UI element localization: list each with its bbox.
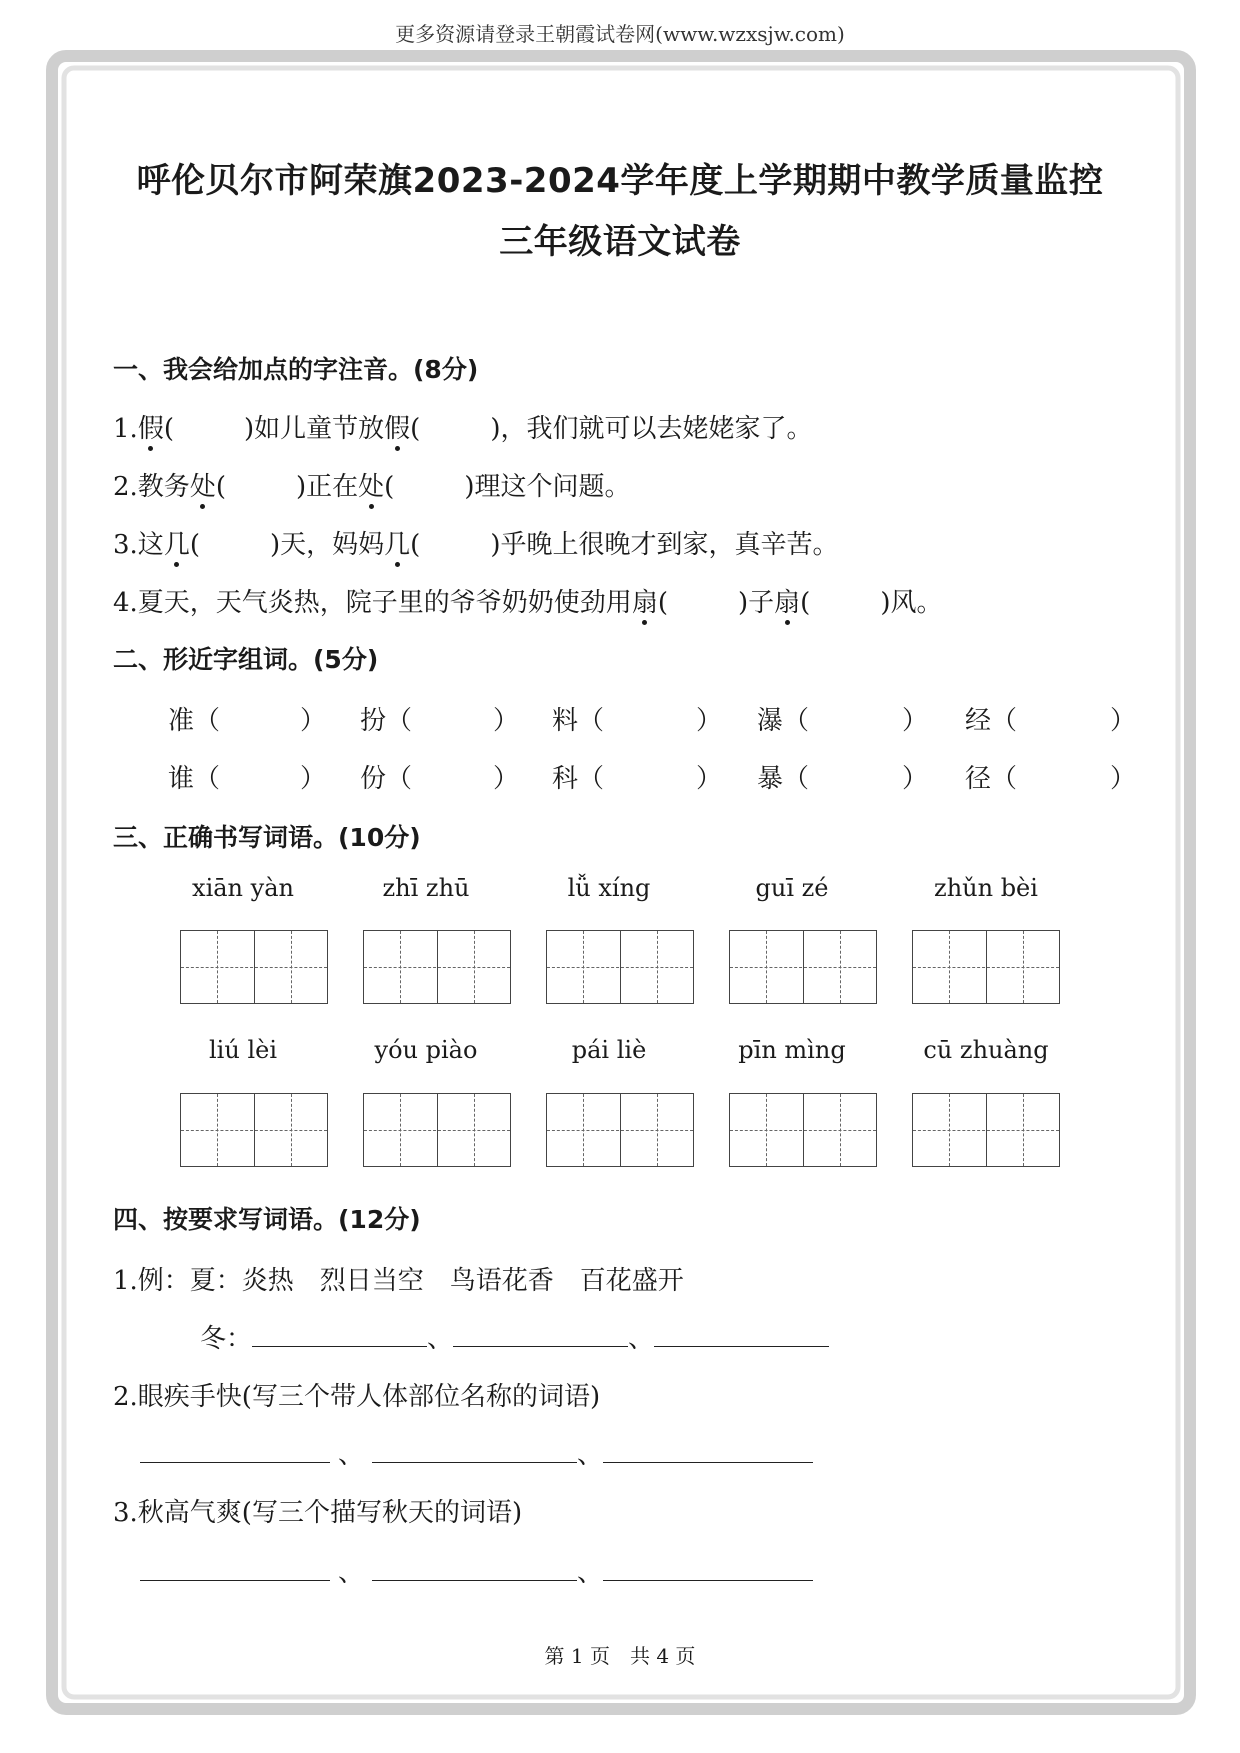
- text: (: [657, 588, 668, 618]
- separator: 、: [338, 1558, 365, 1588]
- separator: 、: [628, 1324, 655, 1354]
- char-open: 份（: [360, 764, 413, 794]
- text: 3.这: [113, 530, 164, 560]
- char-close[interactable]: ）: [696, 706, 723, 736]
- tianzige-box[interactable]: [729, 930, 877, 1004]
- char-open: 料（: [552, 706, 605, 736]
- separator: 、: [338, 1440, 365, 1470]
- tianzige-box[interactable]: [180, 930, 328, 1004]
- section1-q1: [113, 408, 812, 445]
- text: )正在: [295, 472, 359, 502]
- pinyin: cū zhuàng: [923, 1036, 1049, 1064]
- char-open: 准（: [168, 706, 221, 736]
- pinyin: pái liè: [571, 1036, 647, 1064]
- char-close[interactable]: ）: [902, 764, 929, 794]
- header-note: 更多资源请登录王朝霞试卷网(www.wzxsjw.com): [395, 22, 845, 46]
- pinyin: guī zé: [755, 874, 829, 902]
- answer-blank[interactable]: [654, 1322, 829, 1347]
- char-close[interactable]: ）: [300, 764, 327, 794]
- pinyin: zhī zhū: [382, 874, 470, 902]
- text: 4.夏天，天气炎热，院子里的爷爷奶奶使劲用: [113, 588, 632, 618]
- similar-chars-row-1: [0, 700, 1240, 734]
- section4-heading: 四、按要求写词语。(12分): [113, 1205, 421, 1234]
- section3-heading: 三、正确书写词语。(10分): [113, 823, 421, 852]
- section4-q3-answer-line: [140, 1552, 813, 1589]
- text: (: [410, 530, 421, 560]
- section4-q3: 3.秋高气爽(写三个描写秋天的词语): [113, 1498, 523, 1528]
- text: )乎晚上很晚才到家，真辛苦。: [490, 530, 839, 560]
- pinyin: yóu piào: [374, 1036, 478, 1064]
- section1-heading: 一、我会给加点的字注音。(8分): [113, 355, 479, 384]
- dotted-char: 处: [358, 466, 384, 503]
- pinyin-row-2: [0, 1036, 1240, 1076]
- dotted-char: 假: [384, 408, 410, 445]
- tianzige-box[interactable]: [729, 1093, 877, 1167]
- text: )子: [737, 588, 775, 618]
- dotted-char: 扇: [632, 582, 658, 619]
- tianzige-box[interactable]: [180, 1093, 328, 1167]
- tianzige-box[interactable]: [546, 930, 694, 1004]
- answer-blank[interactable]: [372, 1438, 577, 1463]
- tianzige-box[interactable]: [363, 1093, 511, 1167]
- section2-heading: 二、形近字组词。(5分): [113, 645, 379, 674]
- section1-q4: [113, 582, 942, 619]
- answer-blank[interactable]: [453, 1322, 628, 1347]
- char-open: 径（: [965, 764, 1018, 794]
- text: 2.教务: [113, 472, 190, 502]
- dotted-char: 假: [138, 408, 164, 445]
- char-open: 科（: [552, 764, 605, 794]
- section4-q2-answer-line: [140, 1434, 813, 1471]
- exam-title: 呼伦贝尔市阿荣旗2023-2024学年度上学期期中教学质量监控: [136, 161, 1104, 201]
- writing-grid-row-1: [0, 930, 1240, 1006]
- text: (: [800, 588, 811, 618]
- char-open: 谁（: [168, 764, 221, 794]
- char-close[interactable]: ）: [1110, 764, 1137, 794]
- separator: 、: [427, 1324, 454, 1354]
- text: (: [215, 472, 226, 502]
- dotted-char: 几: [164, 524, 190, 561]
- tianzige-box[interactable]: [363, 930, 511, 1004]
- char-close[interactable]: ）: [493, 706, 520, 736]
- answer-blank[interactable]: [252, 1322, 427, 1347]
- separator: 、: [577, 1558, 604, 1588]
- text: (: [189, 530, 200, 560]
- pinyin: pīn mìng: [738, 1036, 846, 1064]
- section4-q1: 1.例：夏：炎热 烈日当空 鸟语花香 百花盛开: [113, 1266, 684, 1296]
- text: )风。: [880, 588, 943, 618]
- dotted-char: 扇: [774, 582, 800, 619]
- pinyin: xiān yàn: [192, 874, 294, 902]
- section1-q3: [113, 524, 838, 561]
- text: (: [163, 414, 174, 444]
- answer-blank[interactable]: [372, 1556, 577, 1581]
- tianzige-box[interactable]: [546, 1093, 694, 1167]
- answer-blank[interactable]: [603, 1556, 813, 1581]
- text: 1.: [113, 414, 138, 444]
- section1-q2: [113, 466, 630, 503]
- exam-subtitle: 三年级语文试卷: [499, 222, 741, 262]
- char-close[interactable]: ）: [902, 706, 929, 736]
- similar-chars-row-2: [0, 758, 1240, 792]
- text: )如儿童节放: [243, 414, 385, 444]
- char-close[interactable]: ）: [696, 764, 723, 794]
- section4-q1-answer-line: [200, 1318, 829, 1355]
- writing-grid-row-2: [0, 1093, 1240, 1169]
- pinyin: liú lèi: [209, 1036, 277, 1064]
- char-open: 扮（: [360, 706, 413, 736]
- answer-blank[interactable]: [603, 1438, 813, 1463]
- char-open: 暴（: [757, 764, 810, 794]
- pinyin: zhǔn bèi: [934, 874, 1038, 902]
- dotted-char: 几: [384, 524, 410, 561]
- pinyin-row-1: [0, 874, 1240, 914]
- page-footer: 第 1 页 共 4 页: [544, 1644, 696, 1668]
- text: )理这个问题。: [464, 472, 631, 502]
- char-open: 瀑（: [757, 706, 810, 736]
- text: )，我们就可以去姥姥家了。: [490, 414, 813, 444]
- answer-blank[interactable]: [140, 1438, 330, 1463]
- dotted-char: 处: [190, 466, 216, 503]
- section4-q2: 2.眼疾手快(写三个带人体部位名称的词语): [113, 1382, 601, 1412]
- separator: 、: [577, 1440, 604, 1470]
- tianzige-box[interactable]: [912, 930, 1060, 1004]
- char-close[interactable]: ）: [493, 764, 520, 794]
- text: (: [410, 414, 421, 444]
- text: (: [384, 472, 395, 502]
- pinyin: lǚ xíng: [567, 874, 651, 902]
- text: )天，妈妈: [269, 530, 385, 560]
- prompt-label: 冬：: [200, 1324, 253, 1354]
- answer-blank[interactable]: [140, 1556, 330, 1581]
- char-close[interactable]: ）: [300, 706, 327, 736]
- char-close[interactable]: ）: [1110, 706, 1137, 736]
- tianzige-box[interactable]: [912, 1093, 1060, 1167]
- char-open: 经（: [965, 706, 1018, 736]
